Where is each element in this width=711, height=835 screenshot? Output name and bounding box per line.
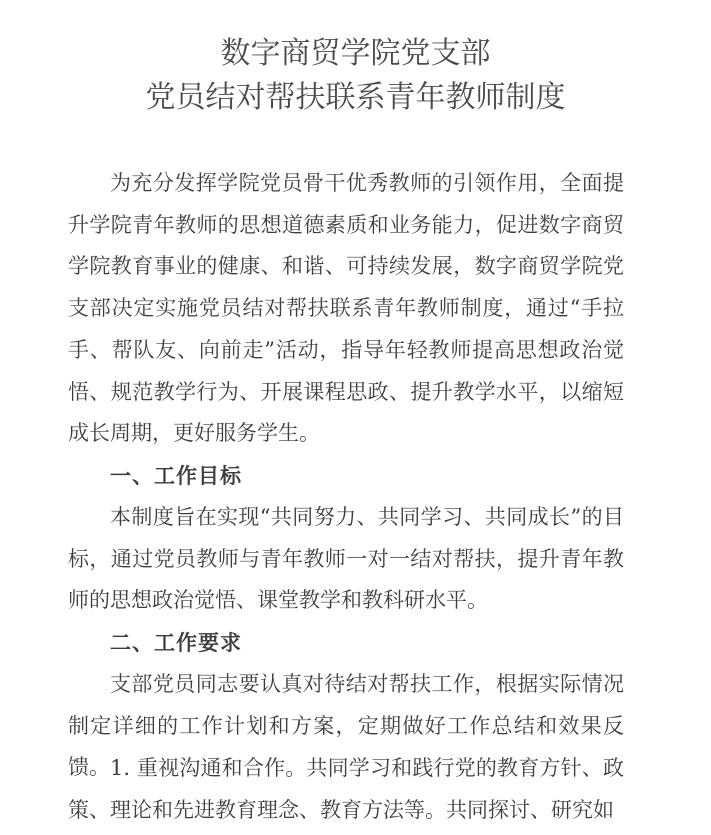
document-title-line1: 数字商贸学院党支部 (220, 36, 491, 71)
section-heading-goals: 一、工作目标 (110, 463, 242, 488)
document-title-line2: 党员结对帮扶联系青年教师制度 (145, 80, 566, 115)
section-heading-requirements: 二、工作要求 (110, 630, 242, 655)
requirement-item-1: 1. 重视沟通和合作。共同学习和践行党的教育方针、政策、理论和先进教育理念、教育方法等。共同探讨、研究如 (68, 756, 624, 822)
intro-paragraph: 为充分发挥学院党员骨干优秀教师的引领作用，全面提升学院青年教师的思想道德素质和业务能力，促进数字商贸学院教育事业的健康、和谐、可持续发展，数字商贸学院党支部决定实施党员结对帮扶联系青年教师制度，通过“手拉手、帮队友、向前走”活动，指导年轻教师提高思想政治觉悟、规范教学行为、开展课程思政、提升教学水平，以缩短成长周期，更好服务学生。 (68, 171, 624, 446)
section-goals-paragraph: 本制度旨在实现“共同努力、共同学习、共同成长”的目标，通过党员教师与青年教师一对一结对帮扶，提升青年教师的思想政治觉悟、课堂教学和教科研水平。 (68, 505, 624, 613)
section-requirements-paragraph: 支部党员同志要认真对待结对帮扶工作，根据实际情况制定详细的工作计划和方案，定期做好工作总结和效果反馈。 (68, 672, 624, 780)
